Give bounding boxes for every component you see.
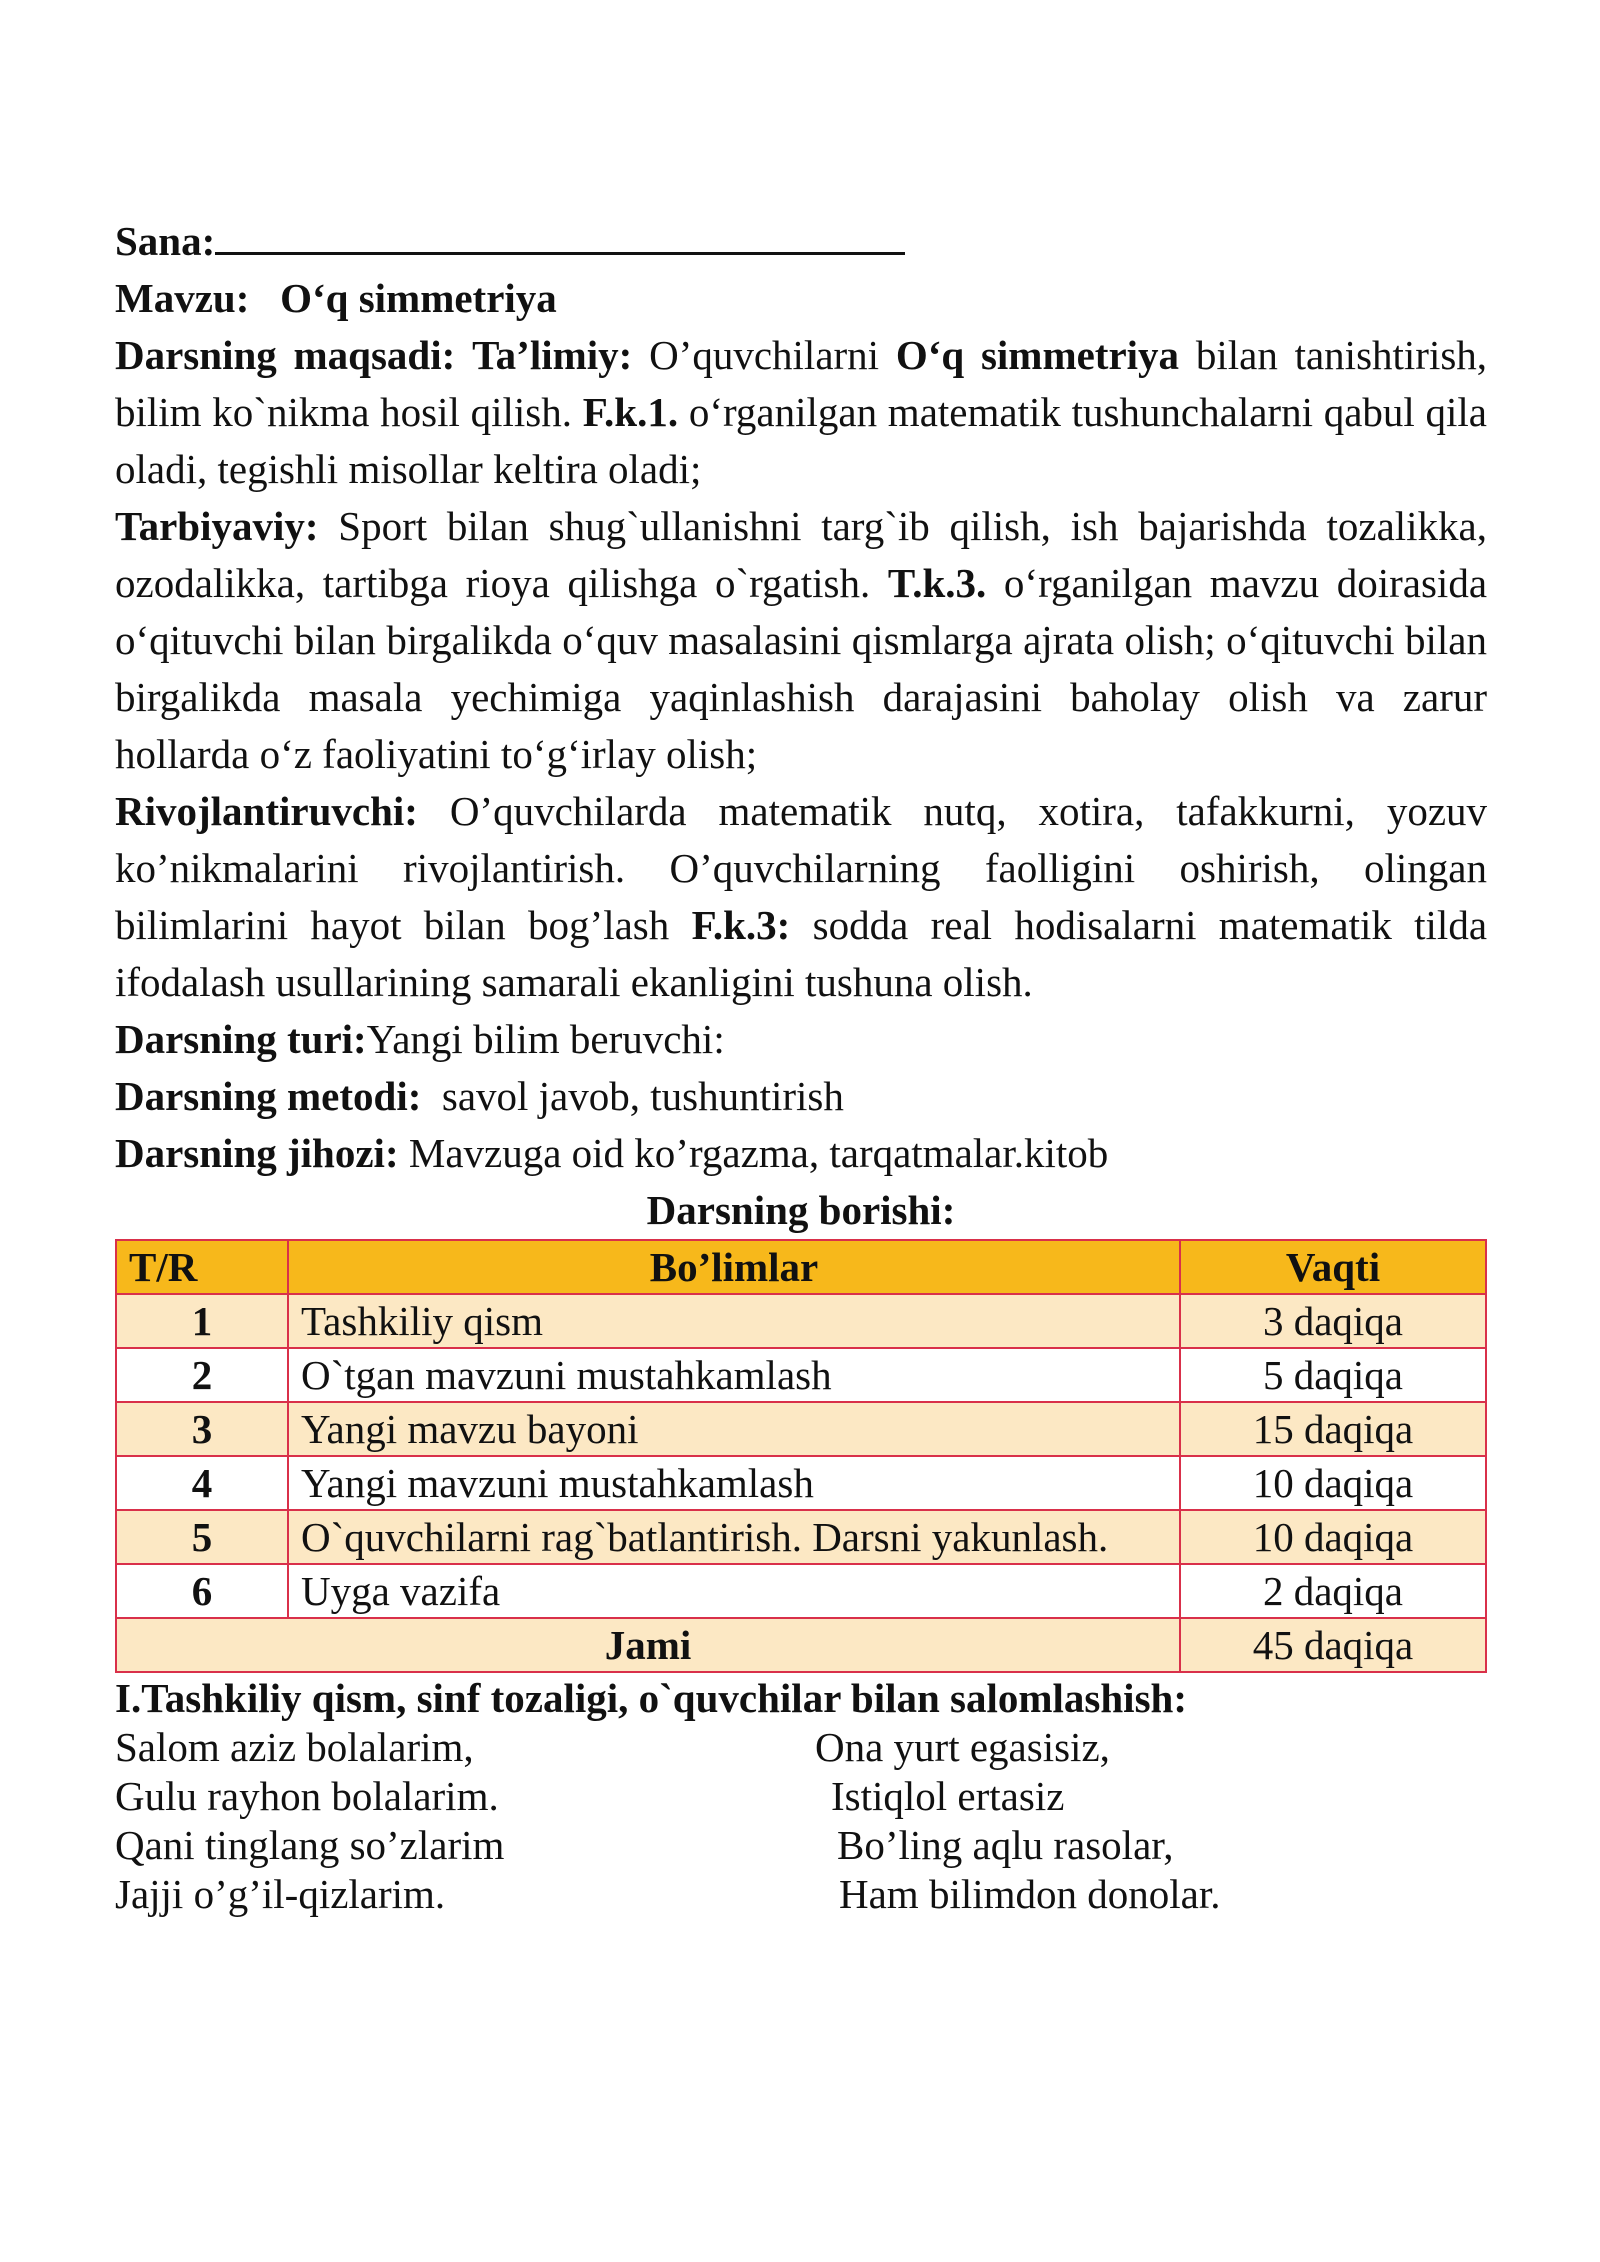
lesson-plan-table <box>115 1239 1487 1673</box>
table-total-row <box>116 1618 1486 1672</box>
fk3-text: sodda real hodisalarni matematik tilda ifodalash usullarining samarali ekanligini tushuna olish. <box>115 902 1488 1005</box>
poem-line: Istiqlol ertasiz <box>831 1773 1065 1819</box>
educational-text-2: bilan tanishtirish, bilim ko`nikma hosil qilish. <box>115 332 1488 435</box>
row-number: 1 <box>116 1294 288 1348</box>
total-label: Jami <box>116 1618 1180 1672</box>
poem-line: Bo’ling aqlu rasolar, <box>837 1822 1174 1868</box>
row-time: 2 daqiqa <box>1180 1564 1486 1618</box>
table-header-row <box>116 1240 1486 1294</box>
header-time: Vaqti <box>1180 1240 1486 1294</box>
educational-label: Ta’limiy: <box>472 332 633 378</box>
poem-left-column <box>115 1723 815 1919</box>
row-number: 4 <box>116 1456 288 1510</box>
date-blank <box>215 212 905 255</box>
lesson-flow-title: Darsning borishi: <box>646 1187 956 1233</box>
table-row <box>116 1510 1486 1564</box>
row-section: Uyga vazifa <box>288 1564 1180 1618</box>
row-section: Yangi mavzuni mustahkamlash <box>288 1456 1180 1510</box>
row-number: 6 <box>116 1564 288 1618</box>
row-section: O`quvchilarni rag`batlantirish. Darsni yakunlash. <box>288 1510 1180 1564</box>
table-row <box>116 1294 1486 1348</box>
developing-paragraph <box>115 783 1487 1011</box>
row-number: 3 <box>116 1402 288 1456</box>
header-number: T/R <box>116 1240 288 1294</box>
developing-label: Rivojlantiruvchi: <box>115 788 418 834</box>
poem-right-column <box>815 1723 1487 1919</box>
fk1-label: F.k.1. <box>582 389 679 435</box>
row-section: Tashkiliy qism <box>288 1294 1180 1348</box>
total-time: 45 daqiqa <box>1180 1618 1486 1672</box>
topic-line <box>115 270 1487 327</box>
table-row <box>116 1564 1486 1618</box>
section-title-text: I.Tashkiliy qism, sinf tozaligi, o`quvchilar bilan salomlashish: <box>115 1675 1187 1721</box>
developing-text: O’quvchilarda matematik nutq, xotira, tafakkurni, yozuv ko’nikmalarini rivojlantirish. O’quvchilarning faolligini oshirish, olingan bilimlarini hayot bilan bog’lash <box>115 788 1488 948</box>
table-row <box>116 1402 1486 1456</box>
lesson-equipment-value: Mavzuga oid ko’rgazma, tarqatmalar.kitob <box>408 1130 1109 1176</box>
goals-paragraph <box>115 327 1487 498</box>
poem-line: Ona yurt egasisiz, <box>815 1724 1110 1770</box>
fk3-label: F.k.3: <box>691 902 791 948</box>
greeting-poem <box>115 1723 1487 1919</box>
upbringing-paragraph <box>115 498 1487 783</box>
row-time: 3 daqiqa <box>1180 1294 1486 1348</box>
tk3-label: T.k.3. <box>887 560 987 606</box>
lesson-method-label: Darsning metodi: <box>115 1073 422 1119</box>
lesson-method-value: savol javob, tushuntirish <box>421 1073 844 1119</box>
topic-label: Mavzu: <box>115 275 250 321</box>
lesson-type-value: Yangi bilim beruvchi: <box>366 1016 725 1062</box>
section-title <box>115 1673 1487 1723</box>
row-time: 10 daqiqa <box>1180 1456 1486 1510</box>
row-section: O`tgan mavzuni mustahkamlash <box>288 1348 1180 1402</box>
date-line <box>115 212 1487 270</box>
row-time: 5 daqiqa <box>1180 1348 1486 1402</box>
poem-line: Gulu rayhon bolalarim. <box>115 1773 499 1819</box>
poem-line: Qani tinglang so’zlarim <box>115 1822 505 1868</box>
date-label: Sana: <box>115 218 216 264</box>
row-time: 15 daqiqa <box>1180 1402 1486 1456</box>
topic-value: O‘q simmetriya <box>280 275 557 321</box>
educational-topic: O‘q simmetriya <box>895 332 1180 378</box>
lesson-equipment-label: Darsning jihozi: <box>115 1130 399 1176</box>
poem-line: Jajji o’g’il-qizlarim. <box>115 1871 446 1917</box>
row-number: 2 <box>116 1348 288 1402</box>
goal-label: Darsning maqsadi: <box>115 332 456 378</box>
poem-line: Ham bilimdon donolar. <box>839 1871 1221 1917</box>
row-number: 5 <box>116 1510 288 1564</box>
fk1-text: o‘rganilgan matematik tushunchalarni qabul qila oladi, tegishli misollar keltira oladi; <box>115 389 1487 492</box>
lesson-type-line <box>115 1011 1487 1068</box>
table-row <box>116 1456 1486 1510</box>
table-row <box>116 1348 1486 1402</box>
row-time: 10 daqiqa <box>1180 1510 1486 1564</box>
upbringing-text: Sport bilan shug`ullanishni targ`ib qilish, ish bajarishda tozalikka, ozodalikka, tartibga rioya qilishga o`rgatish. <box>115 503 1487 606</box>
lesson-method-line <box>115 1068 1487 1125</box>
lesson-type-label: Darsning turi: <box>115 1016 367 1062</box>
educational-text-1: O’quvchilarni <box>649 332 880 378</box>
header-sections: Bo’limlar <box>288 1240 1180 1294</box>
lesson-equipment-line <box>115 1125 1487 1182</box>
row-section: Yangi mavzu bayoni <box>288 1402 1180 1456</box>
poem-line: Salom aziz bolalarim, <box>115 1724 474 1770</box>
tk3-text: o‘rganilgan mavzu doirasida o‘qituvchi bilan birgalikda o‘quv masalasini qismlarga ajrata olish; o‘qituvchi bilan birgalikda masala yechimiga yaqinlashish darajasini baholay olish va zarur hollarda o‘z faoliyatini to‘g‘irlay olish; <box>115 560 1488 777</box>
upbringing-label: Tarbiyaviy: <box>115 503 319 549</box>
